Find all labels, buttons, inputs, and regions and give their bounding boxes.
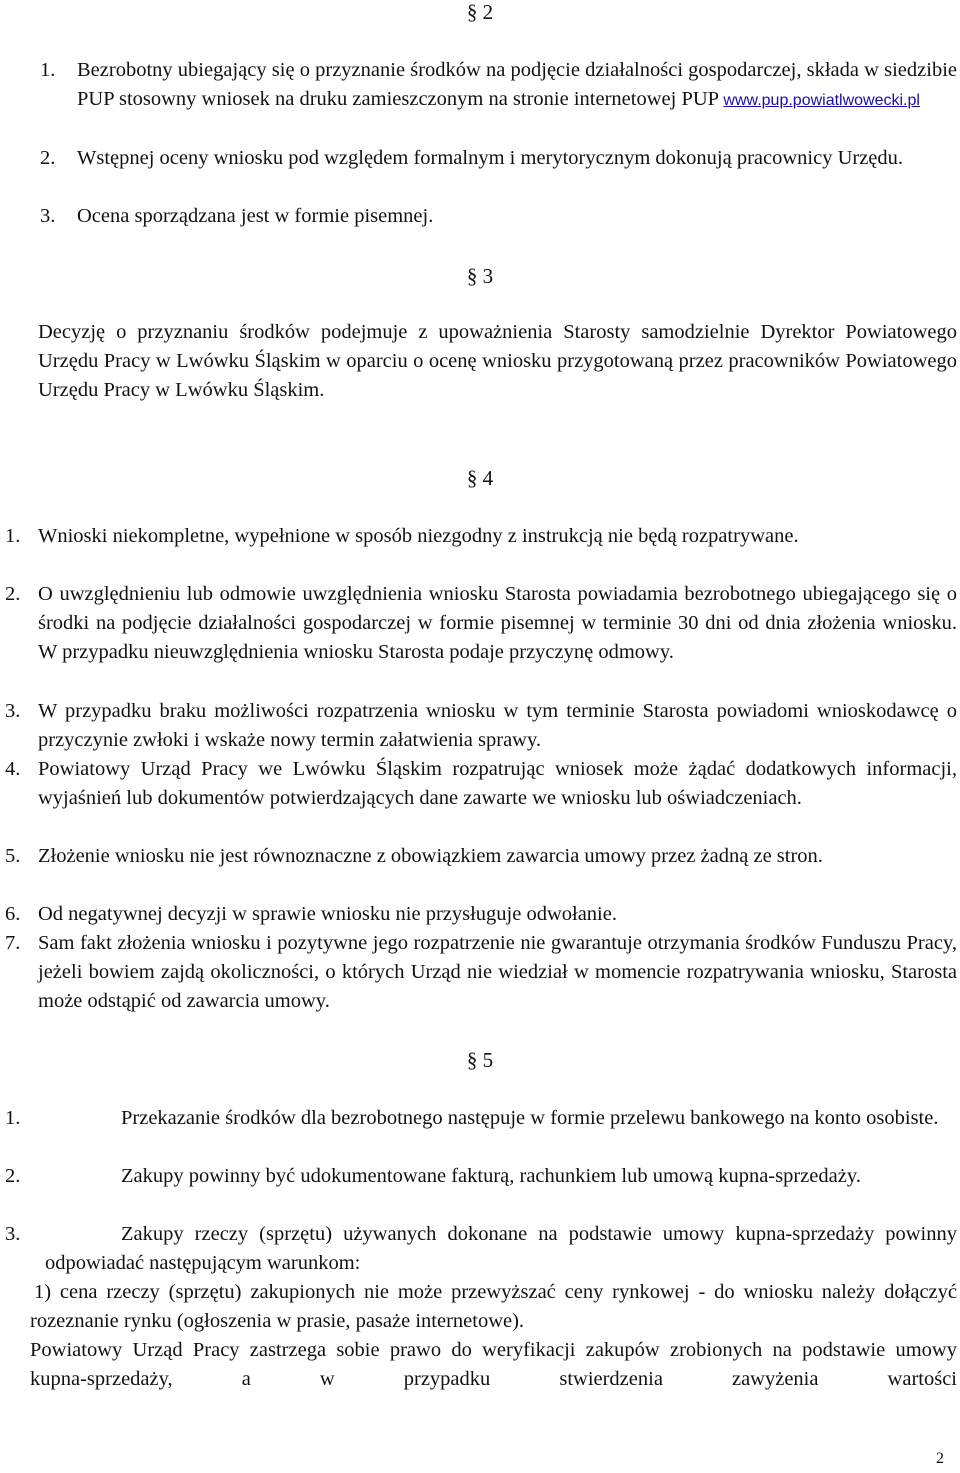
s2-item-1-number: 1.	[40, 59, 56, 81]
s2-item-1-text: Bezrobotny ubiegający się o przyznanie środków na podjęcie działalności gospodarczej, składa w siedzibie PUP stosowny wniosek na druku zamieszczonym na stronie internetowej PUP www.pup.powiatlwowecki.pl	[77, 59, 957, 110]
s2-item-2-text: Wstępnej oceny wniosku pod względem formalnym i merytorycznym dokonują pracownicy Urzędu.	[77, 147, 904, 169]
s4-item-6-number: 6.	[5, 903, 21, 925]
section-3-heading: § 3	[466, 264, 494, 288]
section-5-heading: § 5	[466, 1048, 494, 1072]
s4-item-1-text: Wnioski niekompletne, wypełnione w sposób niezgodny z instrukcją nie będą rozpatrywane.	[38, 525, 799, 547]
s4-item-3-text: W przypadku braku możliwości rozpatrzenia wniosku w tym terminie Starosta powiadomi wnioskodawcę o przyczynie zwłoki i wskaże nowy termin załatwienia sprawy.	[38, 700, 957, 751]
s4-item-6-text: Od negatywnej decyzji w sprawie wniosku nie przysługuje odwołanie.	[38, 903, 617, 925]
s4-item-5-text: Złożenie wniosku nie jest równoznaczne z obowiązkiem zawarcia umowy przez żadną ze stron.	[38, 845, 823, 867]
page-number: 2	[936, 1450, 944, 1467]
s4-item-2-text: O uwzględnieniu lub odmowie uwzględnienia wniosku Starosta powiadamia bezrobotnego ubiegającego się o środki na podjęcie działalności gospodarczej w formie pisemnej w terminie 30 dni od dnia złożenia wniosku. W przypadku nieuwzględnienia wniosku Starosta podaje przyczynę odmowy.	[38, 583, 957, 663]
s3-paragraph: Decyzję o przyznaniu środków podejmuje z upoważnienia Starosty samodzielnie Dyrektor Powiatowego Urzędu Pracy w Lwówku Śląskim w oparciu o ocenę wniosku przygotowaną przez pracowników Powiatowego Urzędu Pracy w Lwówku Śląskim.	[38, 321, 957, 401]
s4-item-5-number: 5.	[5, 845, 21, 867]
s2-item-2-number: 2.	[40, 147, 56, 169]
s5-item-1-text: Przekazanie środków dla bezrobotnego następuje w formie przelewu bankowego na konto osobiste.	[121, 1107, 939, 1129]
s4-item-1-number: 1.	[5, 525, 21, 547]
s4-item-2-number: 2.	[5, 583, 21, 605]
s5-closing-paragraph: Powiatowy Urząd Pracy zastrzega sobie prawo do weryfikacji zakupów zrobionych na podstawie umowy kupna-sprzedaży, a w przypadku stwierdzenia zawyżenia wartości	[30, 1339, 957, 1390]
s5-condition-1: 1) cena rzeczy (sprzętu) zakupionych nie może przewyższać ceny rynkowej - do wniosku należy dołączyć rozeznanie rynku (ogłoszenia w prasie, pasaże internetowe).	[30, 1281, 957, 1332]
s4-item-7-number: 7.	[5, 932, 21, 954]
s4-item-7-text: Sam fakt złożenia wniosku i pozytywne jego rozpatrzenie nie gwarantuje otrzymania środków Funduszu Pracy, jeżeli bowiem zajdą okoliczności, o których Urząd nie wiedział w momencie rozpatrywania wniosku, Starosta może odstąpić od zawarcia umowy.	[38, 932, 957, 1012]
s2-item-3-text: Ocena sporządzana jest w formie pisemnej.	[77, 205, 434, 227]
s4-item-3-number: 3.	[5, 700, 21, 722]
s5-item-1-number: 1.	[5, 1107, 21, 1129]
s5-item-2-number: 2.	[5, 1165, 21, 1187]
section-2-heading: § 2	[466, 0, 494, 24]
s5-item-3-number: 3.	[5, 1223, 21, 1245]
s5-item-2-text: Zakupy powinny być udokumentowane fakturą, rachunkiem lub umową kupna-sprzedaży.	[121, 1165, 861, 1187]
pup-website-link[interactable]: www.pup.powiatlwowecki.pl	[723, 92, 920, 109]
s4-item-4-text: Powiatowy Urząd Pracy we Lwówku Śląskim rozpatrując wniosek może żądać dodatkowych informacji, wyjaśnień lub dokumentów potwierdzających dane zawarte we wniosku lub oświadczeniach.	[38, 758, 957, 809]
s2-item-3-number: 3.	[40, 205, 56, 227]
section-4-heading: § 4	[466, 466, 494, 490]
s5-item-3-text: Zakupy rzeczy (sprzętu) używanych dokonane na podstawie umowy kupna-sprzedaży powinny odpowiadać następującym warunkom:	[45, 1223, 957, 1274]
s4-item-4-number: 4.	[5, 758, 21, 780]
